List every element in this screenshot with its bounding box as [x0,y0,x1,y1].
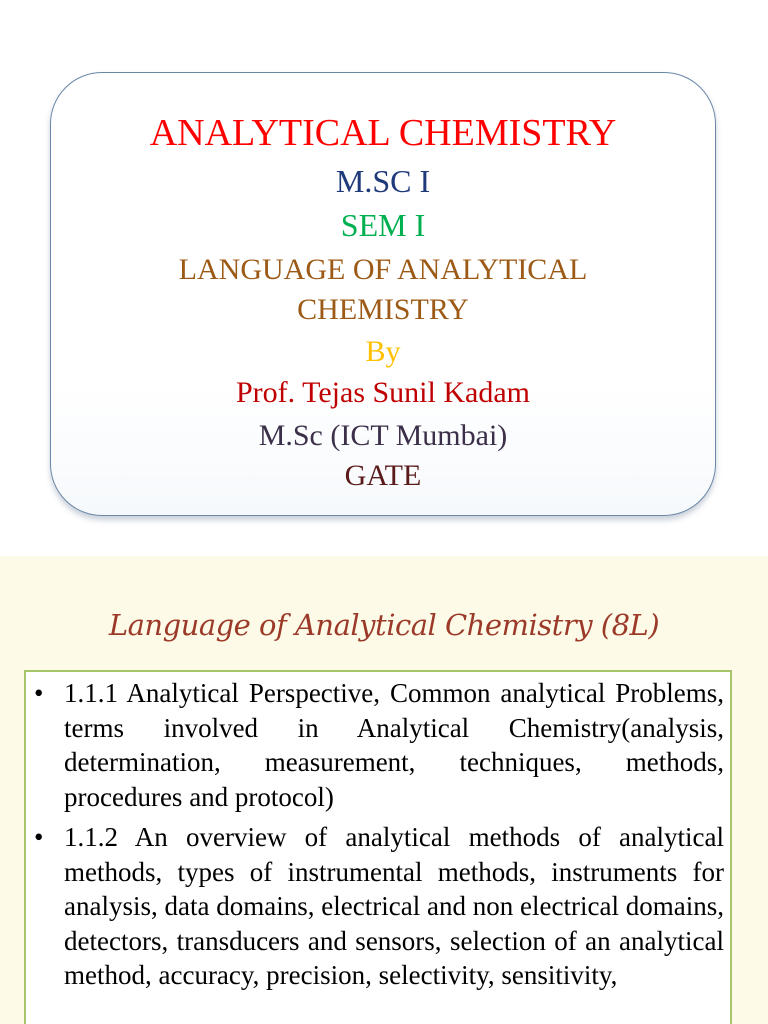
main-title: ANALYTICAL CHEMISTRY [149,112,617,154]
topic-line-1: LANGUAGE OF ANALYTICAL [178,253,588,286]
course-label: M.SC I [335,163,431,199]
bullet-list [34,676,724,999]
bullet-icon: • [34,678,44,708]
topic-line-2: CHEMISTRY [297,293,469,326]
bullet-text: 1.1.2 An overview of analytical methods of analytical methods, types of instrumental methods, instruments for analysis, data domains, electrical and non electrical domains, detectors, transducers and sensors, selection of an analytical method, accuracy, precision, selectivity, sensitivity, [64,822,724,990]
bullet-icon: • [34,822,44,852]
title-box [50,72,716,516]
author-name: Prof. Tejas Sunil Kadam [236,376,530,409]
list-item [34,820,724,993]
by-label: By [365,335,401,368]
author-qualification-2: GATE [344,459,422,492]
list-item [34,676,724,814]
semester-label: SEM I [340,207,426,243]
slide-heading: Language of Analytical Chemistry (8L) [108,608,660,642]
content-box [24,670,732,1024]
bullet-text: 1.1.1 Analytical Perspective, Common analytical Problems, terms involved in Analytical Chemistry(analysis, determination, measurement, techniques, methods, procedures and protocol) [64,678,724,812]
content-slide [0,556,768,1024]
author-qualification: M.Sc (ICT Mumbai) [258,419,508,452]
